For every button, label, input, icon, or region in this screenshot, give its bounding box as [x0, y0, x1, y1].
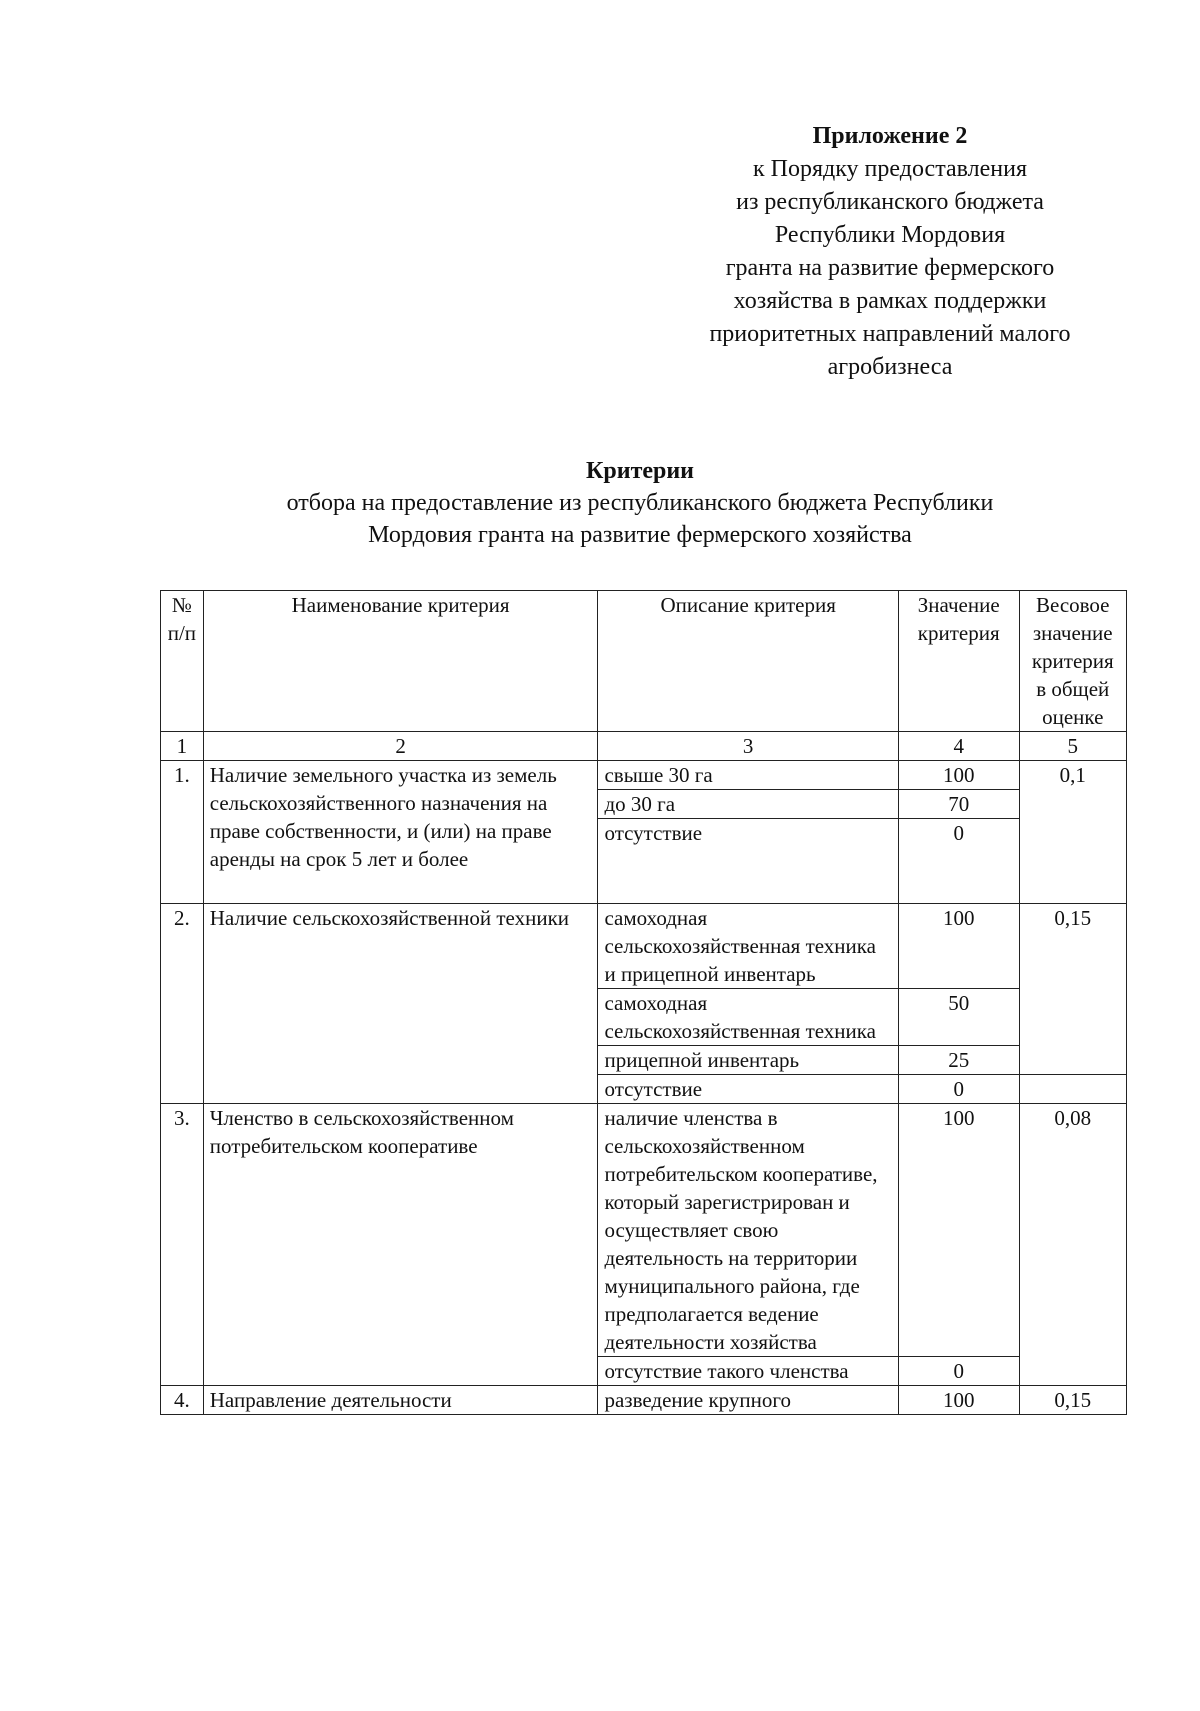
table-row: [161, 761, 1127, 790]
criterion-name: Наличие земельного участка из земель сельскохозяйственного назначения на праве собственности, и (или) на праве аренды на срок 5 лет и более: [203, 761, 598, 904]
criterion-description: самоходная сельскохозяйственная техника и прицепной инвентарь: [598, 904, 898, 989]
criterion-description: прицепной инвентарь: [598, 1046, 898, 1075]
annex-line: к Порядку предоставления: [752, 156, 1027, 182]
header-value: Значение критерия: [898, 591, 1019, 732]
criterion-weight: 0,15: [1019, 904, 1127, 1075]
criterion-name: Наличие сельскохозяйственной техники: [203, 904, 598, 1104]
criterion-description: отсутствие: [598, 819, 898, 904]
header-name: Наименование критерия: [203, 591, 598, 732]
annex-line: хозяйства в рамках поддержки: [733, 288, 1047, 314]
criterion-value: 0: [898, 819, 1019, 904]
annex-line: гранта на развитие фермерского: [725, 255, 1055, 281]
column-number-row: [161, 732, 1127, 761]
criteria-table: [160, 590, 1127, 1415]
criterion-name: Направление деятельности: [203, 1386, 598, 1415]
criterion-value: 25: [898, 1046, 1019, 1075]
column-number: 4: [898, 732, 1019, 761]
criterion-weight: 0,08: [1019, 1104, 1127, 1386]
criterion-weight: 0,1: [1019, 761, 1127, 904]
column-number: 1: [161, 732, 204, 761]
criterion-value: 70: [898, 790, 1019, 819]
criterion-value: 0: [898, 1357, 1019, 1386]
criterion-description: отсутствие: [598, 1075, 898, 1104]
criterion-description: наличие членства в сельскохозяйственном потребительском кооперативе, который зарегистрирован и осуществляет свою деятельность на территории муниципального района, где предполагается ведение деятельности хозяйства: [598, 1104, 898, 1357]
weight-empty-cell: [1019, 1075, 1127, 1104]
criterion-description: до 30 га: [598, 790, 898, 819]
header-description: Описание критерия: [598, 591, 898, 732]
annex-line: из республиканского бюджета: [736, 189, 1044, 215]
document-title: Критерии: [585, 458, 695, 484]
column-number: 2: [203, 732, 598, 761]
criterion-num: 1.: [161, 761, 204, 904]
annex-line: приоритетных направлений малого: [709, 321, 1071, 347]
criterion-num: 4.: [161, 1386, 204, 1415]
column-number: 3: [598, 732, 898, 761]
table-row: [161, 1386, 1127, 1415]
annex-line: агробизнеса: [827, 354, 953, 380]
criterion-name: Членство в сельскохозяйственном потребительском кооперативе: [203, 1104, 598, 1386]
criterion-num: 3.: [161, 1104, 204, 1386]
criterion-description: самоходная сельскохозяйственная техника: [598, 989, 898, 1046]
table-row: [161, 904, 1127, 989]
annex-block: [660, 120, 1120, 384]
document-subtitle-line: отбора на предоставление из республиканского бюджета Республики: [286, 490, 994, 516]
criterion-weight: 0,15: [1019, 1386, 1127, 1415]
table-row: [161, 1104, 1127, 1357]
header-weight: Весовое значение критерия в общей оценке: [1019, 591, 1127, 732]
header-num: № п/п: [161, 591, 204, 732]
column-number: 5: [1019, 732, 1127, 761]
document-subtitle-line: Мордовия гранта на развитие фермерского хозяйства: [368, 522, 912, 548]
criterion-value: 50: [898, 989, 1019, 1046]
criterion-value: 100: [898, 904, 1019, 989]
criterion-description: разведение крупного: [598, 1386, 898, 1415]
annex-line: Республики Мордовия: [774, 222, 1006, 248]
criterion-description: отсутствие такого членства: [598, 1357, 898, 1386]
criterion-value: 100: [898, 1386, 1019, 1415]
criterion-num: 2.: [161, 904, 204, 1104]
document-heading: [150, 455, 1130, 551]
criterion-value: 100: [898, 761, 1019, 790]
criterion-value: 100: [898, 1104, 1019, 1357]
header-row: [161, 591, 1127, 732]
criterion-description: свыше 30 га: [598, 761, 898, 790]
annex-title: Приложение 2: [812, 123, 968, 149]
criterion-value: 0: [898, 1075, 1019, 1104]
